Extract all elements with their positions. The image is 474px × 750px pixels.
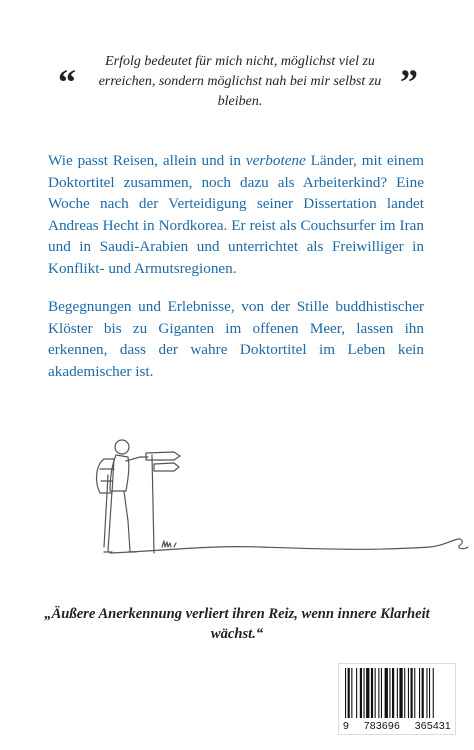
blurb-paragraph-2: Begegnungen und Erlebnisse, von der Stille buddhistischer Klöster bis zu Giganten im offenen Meer, lassen ihn erkennen, dass der wahre Doktortitel im Leben kein akademischer ist. bbox=[48, 298, 424, 380]
close-quote-mark: ” bbox=[400, 62, 418, 102]
barcode-bar bbox=[411, 668, 413, 718]
blurb-p1-emphasis: verbotene bbox=[245, 152, 306, 169]
barcode-bar bbox=[381, 668, 382, 718]
barcode-bar bbox=[385, 668, 388, 718]
barcode-bar bbox=[345, 668, 346, 718]
top-quote bbox=[58, 52, 418, 122]
barcode-bar bbox=[397, 668, 398, 718]
top-quote-text: Erfolg bedeutet für mich nicht, möglichst viel zu erreichen, sondern möglichst nah bei mir selbst zu bleiben. bbox=[98, 54, 382, 109]
hiker-signpost-illustration bbox=[70, 435, 474, 580]
barcode-bar bbox=[419, 668, 420, 718]
bottom-quote: „Äußere Anerkennung verliert ihren Reiz, wenn innere Klarheit wächst.“ bbox=[44, 606, 430, 642]
barcode-bar bbox=[429, 668, 430, 718]
barcode-digit-lead: 9 bbox=[343, 720, 350, 732]
barcode-bar bbox=[399, 668, 402, 718]
barcode-bar bbox=[422, 668, 424, 718]
barcode-digits-right: 365431 bbox=[414, 720, 451, 732]
blurb-p1-start: Wie passt Reisen, allein und in bbox=[48, 152, 246, 169]
barcode-bar bbox=[364, 668, 365, 718]
blurb-p1-rest: Länder, mit einem Doktortitel zusammen, noch dazu als Arbeiterkind? Eine Woche nach der Verteidigung seiner Dissertation landet Andreas Hecht in Nordkorea. Er reist als Couchsurfer im Iran und in Saudi-Arabien und unterrichtet als Freiwilliger in Konflikt- und Armutsregionen. bbox=[48, 152, 424, 277]
open-quote-mark: “ bbox=[58, 62, 76, 102]
barcode-bar bbox=[414, 668, 415, 718]
barcode-bar bbox=[426, 668, 427, 718]
barcode-bar bbox=[378, 668, 379, 718]
blurb-paragraph-1 bbox=[48, 150, 424, 279]
barcode-bar bbox=[360, 668, 362, 718]
barcode-bar bbox=[433, 668, 434, 718]
sign-lower bbox=[154, 463, 179, 471]
barcode-bar bbox=[408, 668, 409, 718]
barcode-digits bbox=[343, 720, 451, 732]
barcode-bar bbox=[371, 668, 373, 718]
barcode-bar bbox=[404, 668, 405, 718]
hiker-legs bbox=[108, 491, 130, 551]
trekking-pole bbox=[104, 475, 108, 547]
isbn-barcode bbox=[338, 663, 456, 735]
sign-upper bbox=[146, 452, 180, 460]
barcode-bar bbox=[356, 668, 357, 718]
barcode-bar bbox=[375, 668, 376, 718]
barcode-bars bbox=[343, 668, 451, 718]
hiker-arm bbox=[126, 457, 148, 461]
grass bbox=[162, 541, 176, 547]
barcode-bar bbox=[389, 668, 390, 718]
barcode-bar bbox=[366, 668, 369, 718]
barcode-bar bbox=[351, 668, 352, 718]
hiker-head bbox=[115, 440, 129, 454]
barcode-digits-left: 783696 bbox=[363, 720, 401, 732]
barcode-bar bbox=[392, 668, 394, 718]
barcode-bar bbox=[348, 668, 350, 718]
